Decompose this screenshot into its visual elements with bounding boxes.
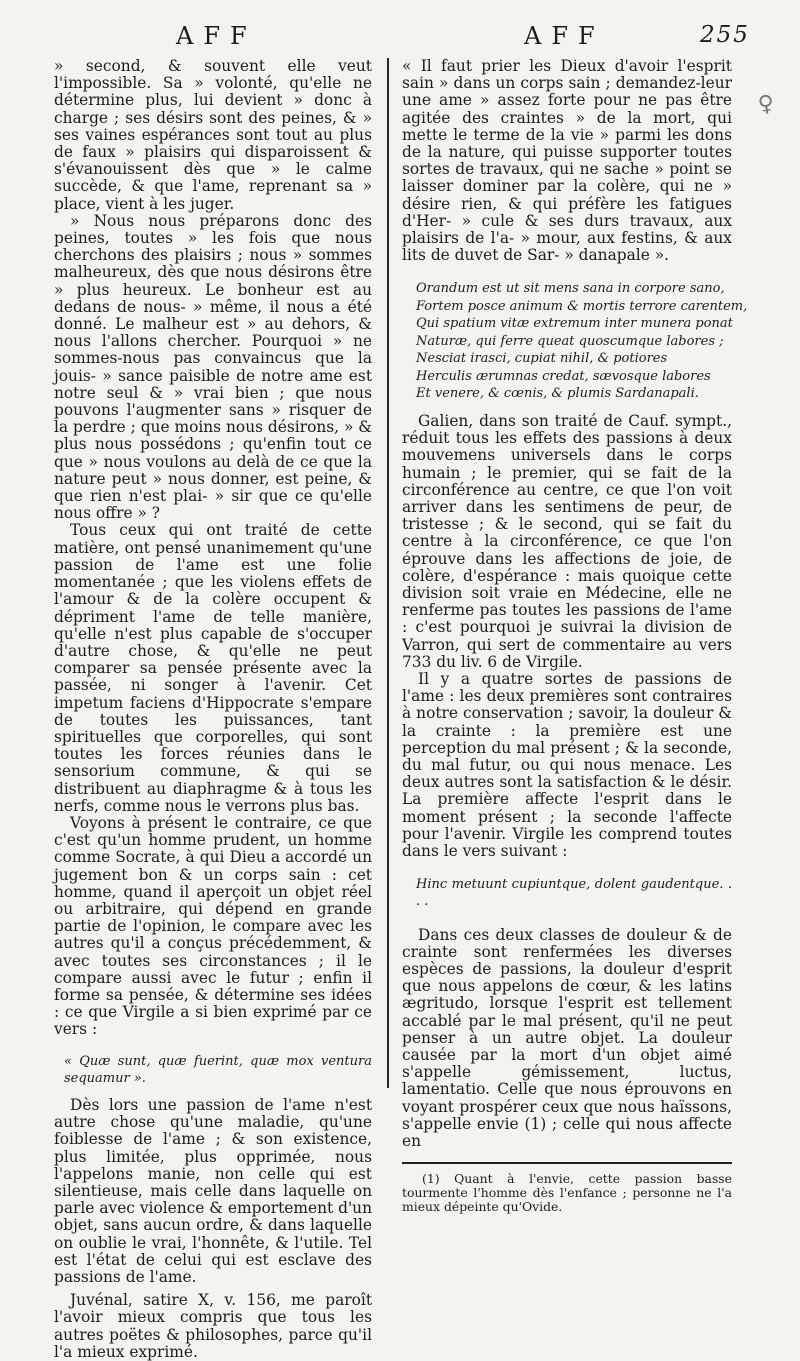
running-head-left: AFF [176, 22, 257, 50]
latin-line: Orandum est ut sit mens sana in corpore sano, [416, 281, 725, 297]
footnote: (1) Quant à l'envie, cette passion basse tourmente l'homme dès l'enfance ; personne ne l'a mieux dépeinte qu'Ovide. [402, 1171, 732, 1215]
latin-line: Fortem posce animum & mortis terrore carentem, [416, 298, 748, 314]
latin-line: Et venere, & cœnis, & plumis Sardanapali. [416, 386, 699, 402]
paragraph: Dans ces deux classes de douleur & de crainte sont renfermées les diverses espèces de passions, la douleur d'esprit que nous appelons de cœur, & les latins ægritudo, lorsque l'esprit est tellement accablé par le mal présent, qu'il ne peut penser à un autre objet. La douleur causée par la mort d'un objet aimé s'appelle gémissement, luctus, lamentatio. Celle que nous éprouvons en voyant prospérer ceux que nous haïssons, s'appelle envie (1) ; celle qui nous affecte en [402, 925, 732, 1151]
left-column [54, 58, 372, 1361]
paragraph: « Il faut prier les Dieux d'avoir l'esprit sain » dans un corps sain ; demandez-leur une ame » assez forte pour ne pas être agitée des craintes » de la mort, qui mette le terme de la vie » parmi les dons de la nature, qui puisse supporter toutes sortes de travaux, qui ne sache » point se laisser dominer par la colère, qui ne » désire rien, & qui préfère les fatigues d'Her- » cule & ses durs travaux, aux plaisirs de l'a- » mour, aux festins, & aux lits de duvet de Sar- » danapale ». [402, 57, 732, 265]
margin-pencil-mark: ♀ [756, 90, 776, 119]
right-column [402, 57, 748, 1215]
paragraph: Tous ceux qui ont traité de cette matière, ont pensé unanimement qu'une passion de l'ame est une folie momentanée ; que les violens effets de l'amour & de la colère occupent & dépriment l'ame de telle manière, qu'elle n'est plus capable de s'occuper d'autre chose, & qu'elle ne peut comparer sa pensée présente avec la passée, ni songer à l'avenir. Cet impetum faciens d'Hippocrate s'empare de toutes les puissances, tant spirituelles que corporelles, qui sont toutes les forces réunies dans le sensorium commune, & qui se distribuent au diaphragme & à tous les nerfs, comme nous le verrons plus bas. [54, 521, 372, 815]
latin-line: Naturæ, qui ferre queat quoscumque labores ; [416, 333, 724, 349]
paragraph: Voyons à présent le contraire, ce que c'est qu'un homme prudent, un homme comme Socrate, à qui Dieu a accordé un jugement bon & un corps sain : cet homme, quand il aperçoit un objet réel ou arbitraire, qui dépend en grande partie de l'opinion, le compare avec les autres qu'il a conçus précédemment, & avec toutes ses circonstances ; il le compare aussi avec le futur ; enfin il forme sa pensée, & détermine ses idées : ce que Virgile a si bien exprimé par ce vers : [54, 813, 372, 1039]
latin-line: Qui spatium vitæ extremum inter munera ponat [416, 316, 733, 332]
paragraph: » Nous nous préparons donc des peines, toutes » les fois que nous cherchons des plaisirs ; nous » sommes malheureux, dès que nous désirons être » plus heureux. Le bonheur est au dedans de nous- » même, il nous a été donné. Le malheur est » au dehors, & nous l'allons chercher. Pourquoi » ne sommes-nous pas convaincus que la jouis- » sance paisible de notre ame est notre seul & » vrai bien ; que nous pouvons l'augmenter sans » risquer de la perdre ; que moins nous désirons, » & plus nous possédons ; qu'enfin tout ce que » nous voulons au delà de ce que la nature peut » nous donner, est peine, & que rien n'est plai- » sir que ce qu'elle nous offre » ? [54, 211, 372, 523]
paragraph: Dès lors une passion de l'ame n'est autre chose qu'une maladie, qu'une foiblesse de l'ame ; & son existence, plus limitée, plus opprimée, nous l'appelons manie, non celle qui est silentieuse, mais celle dans laquelle on parle avec violence & emportement d'un objet, sans aucun ordre, & dans laquelle on oublie le vrai, l'honnête, & l'utile. Tel est l'état de celui qui est esclave des passions de l'ame. [54, 1095, 372, 1287]
paragraph: » second, & souvent elle veut l'impossible. Sa » volonté, qu'elle ne détermine plus, lui devient » donc à charge ; ses désirs sont des peines, & » ses vaines espérances sont tout au plus de faux » plaisirs qui disparoissent & s'évanouissent dès que » le calme succède, & que l'ame, reprenant sa » place, vient à les juger. [54, 57, 372, 213]
page-number: 255 [700, 22, 750, 48]
paragraph: Juvénal, satire X, v. 156, me paroît l'avoir mieux compris que tous les autres poëtes & philosophes, parce qu'il l'a mieux exprimé. [54, 1291, 372, 1361]
running-head-right: AFF [524, 22, 605, 50]
latin-quotation [402, 280, 748, 403]
latin-line: Nesciat irasci, cupiat nihil, & potiores [416, 351, 668, 367]
footnote-rule [402, 1162, 732, 1164]
virgil-verse: Hinc metuunt cupiuntque, dolent gaudentque. . . . [416, 877, 732, 910]
virgil-verse: « Quæ sunt, quæ fuerint, quæ mox ventura sequamur ». [64, 1053, 372, 1086]
column-divider [387, 58, 389, 1088]
latin-line: Herculis ærumnas credat, sævosque labores [416, 368, 711, 384]
paragraph: Il y a quatre sortes de passions de l'ame : les deux premières sont contraires à notre conservation ; savoir, la douleur & la crainte : la première est une perception du mal présent ; & la seconde, du mal futur, ou qui nous menace. Les deux autres sont la satisfaction & le désir. La première affecte l'esprit dans le moment présent ; la seconde l'affecte pour l'avenir. Virgile les comprend toutes dans le vers suivant : [402, 669, 732, 861]
paragraph: Galien, dans son traité de Cauf. sympt., réduit tous les effets des passions à deux mouvemens universels dans le corps humain ; le premier, qui se fait de la circonférence au centre, ce que l'on voit arriver dans les sentimens de peur, de tristesse ; & le second, qui se fait du centre à la circonférence, ce que l'on éprouve dans les affections de joie, de colère, d'espérance : mais quoique cette division soit vraie en Médecine, elle ne renferme pas toutes les passions de l'ame : c'est pourquoi je suivrai la division de Varron, qui sert de commentaire au vers 733 du liv. 6 de Virgile. [402, 411, 732, 671]
